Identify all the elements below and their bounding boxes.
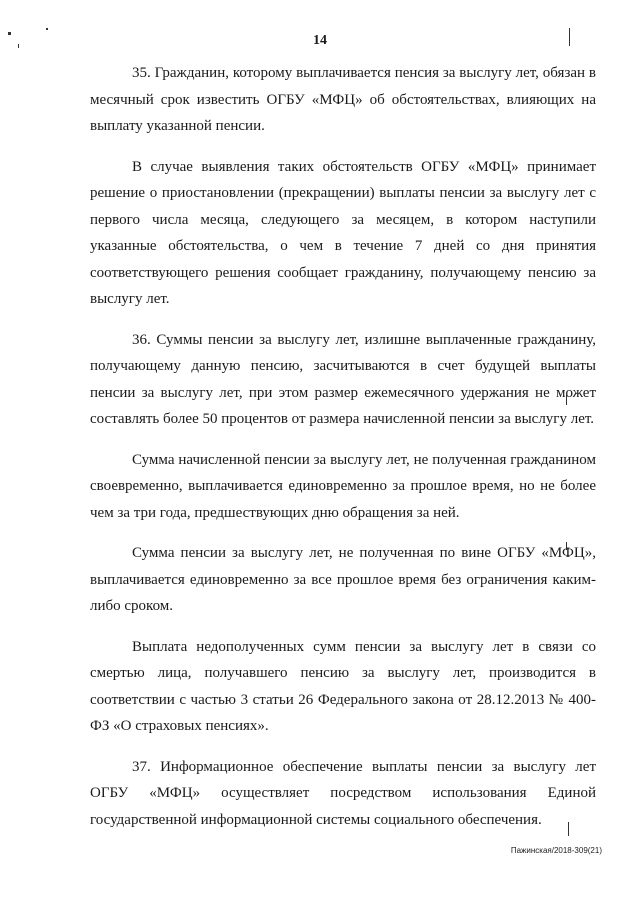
paragraph-36-death: Выплата недополученных сумм пенсии за выслугу лет в связи со смертью лица, получавшего пенсию за выслугу лет, производится в соответствии с частью 3 статьи 26 Федерального закона от 28.12.2013 № 400-ФЗ «О страховых пенсиях». (90, 638, 596, 734)
paragraph-36: 36. Суммы пенсии за выслугу лет, излишне выплаченные гражданину, получающему данную пенсию, засчитываются в счет будущей выплаты пенсии за выслугу лет, при этом размер ежемесячного удержания не может составлять более 50 процентов от размера начисленной пенсии за выслугу лет. (90, 331, 596, 427)
footer-reference: Пажинская/2018-309(21) (510, 846, 602, 855)
scan-artifact (46, 28, 48, 30)
document-body (90, 60, 596, 847)
paragraph-36-fault: Сумма пенсии за выслугу лет, не полученная по вине ОГБУ «МФЦ», выплачивается единовременно за все прошлое время без ограничения каким-либо сроком. (90, 545, 596, 614)
paragraph-35-detail: В случае выявления таких обстоятельств ОГБУ «МФЦ» принимает решение о приостановлении (прекращении) выплаты пенсии за выслугу лет с первого числа месяца, следующего за месяцем, в котором наступили указанные обстоятельства, о чем в течение 7 дней со дня принятия соответствующего решения сообщает гражданину, получающему пенсию за выслугу лет. (90, 158, 596, 307)
paragraph-35: 35. Гражданин, которому выплачивается пенсия за выслугу лет, обязан в месячный срок известить ОГБУ «МФЦ» об обстоятельствах, влияющих на выплату указанной пенсии. (90, 65, 596, 134)
page-number: 14 (313, 33, 327, 48)
paragraph-37: 37. Информационное обеспечение выплаты пенсии за выслугу лет ОГБУ «МФЦ» осуществляет посредством использования Единой государственной информационной системы социального обеспечения. (90, 758, 596, 828)
paragraph-36-unpaid: Сумма начисленной пенсии за выслугу лет, не полученная гражданином своевременно, выплачивается единовременно за прошлое время, но не более чем за три года, предшествующих дню обращения за ней. (90, 451, 596, 521)
